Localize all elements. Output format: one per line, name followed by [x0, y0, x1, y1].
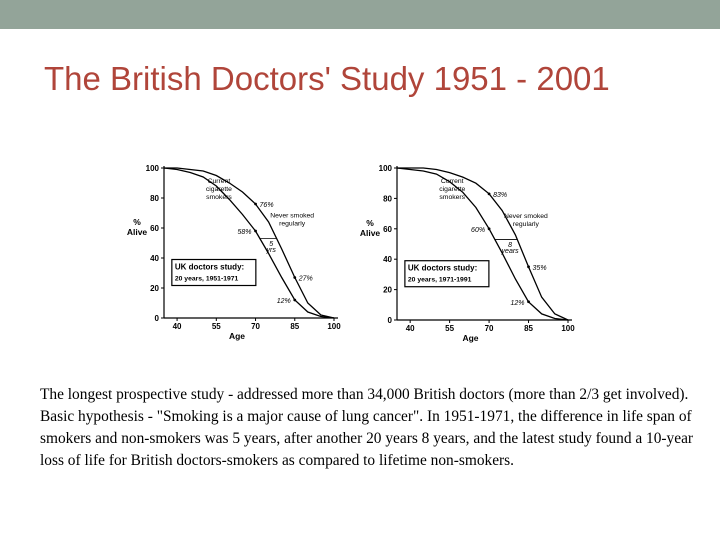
top-accent-bar — [0, 0, 720, 29]
x-tick-label: 85 — [524, 324, 533, 333]
x-axis-label: Age — [228, 331, 246, 341]
smokers-series-label: smokers — [439, 194, 466, 202]
gap-annotation: yrs — [266, 247, 276, 254]
survival-charts-figure — [127, 150, 582, 350]
x-tick-label: 40 — [405, 324, 415, 333]
smokers-series-label: smokers — [206, 194, 232, 201]
x-tick-label: 70 — [251, 322, 260, 331]
annotation-point — [527, 265, 530, 268]
y-axis-label: Alive — [127, 227, 148, 237]
y-axis-label: % — [366, 217, 374, 228]
annotation-point — [293, 299, 296, 302]
y-tick-label: 80 — [383, 194, 392, 204]
y-tick-label: 20 — [150, 284, 159, 293]
study-title-line-1: UK doctors study: — [174, 262, 245, 272]
annotation-point — [488, 227, 491, 230]
study-title-line-2: 20 years, 1971-1991 — [407, 276, 472, 284]
percent-annotation: 12% — [276, 298, 291, 305]
body-paragraph: The longest prospective study - addressed more than 34,000 British doctors (more than 2/3 get involved). Basic hypothesis - "Smoking is a major cause of lung cancer". In 1951-1971, the difference in life span of smokers and non-smokers was 5 years, after another 20 years 8 years, and the latest study found a 10-year loss of life for British doctors-smokers as compared to lifetime non-smokers. — [40, 386, 694, 469]
percent-annotation: 76% — [259, 202, 274, 209]
smokers-series-label: cigarette — [205, 186, 232, 193]
annotation-point — [293, 276, 296, 279]
y-tick-label: 60 — [383, 224, 392, 234]
y-axis-label: % — [133, 217, 141, 227]
annotation-point — [527, 300, 530, 303]
annotation-point — [254, 203, 257, 206]
x-tick-label: 55 — [211, 322, 221, 331]
percent-annotation: 27% — [298, 275, 313, 283]
y-tick-label: 100 — [378, 164, 392, 173]
x-axis-label: Age — [462, 333, 479, 343]
y-tick-label: 100 — [145, 164, 159, 173]
annotation-point — [254, 230, 257, 233]
percent-annotation: 35% — [532, 264, 547, 272]
x-tick-label: 85 — [290, 322, 300, 331]
x-tick-label: 55 — [445, 324, 455, 333]
x-tick-label: 40 — [172, 322, 182, 331]
slide-title: The British Doctors' Study 1951 - 2001 — [44, 60, 610, 97]
y-tick-label: 0 — [387, 316, 392, 325]
study-title-line-1: UK doctors study: — [407, 263, 478, 273]
y-tick-label: 60 — [150, 224, 159, 233]
gap-annotation: years — [501, 248, 519, 256]
x-tick-label: 70 — [484, 324, 494, 333]
never-smoked-series-label: regularly — [512, 221, 539, 229]
never-smoked-series-label: regularly — [279, 220, 306, 228]
percent-annotation: 83% — [493, 191, 508, 199]
study-title-line-2: 20 years, 1951-1971 — [174, 275, 239, 283]
percent-annotation: 58% — [237, 229, 252, 236]
y-tick-label: 80 — [150, 194, 159, 203]
never-smoked-series-label: Never smoked — [270, 212, 315, 220]
y-tick-label: 0 — [154, 314, 159, 323]
y-tick-label: 40 — [150, 254, 159, 263]
x-tick-label: 100 — [327, 322, 341, 331]
y-tick-label: 40 — [383, 255, 392, 265]
percent-annotation: 60% — [471, 226, 486, 234]
smokers-series-label: Current — [207, 178, 231, 185]
smokers-series-label: Current — [440, 178, 464, 186]
never-smoked-series-label: Never smoked — [503, 213, 548, 221]
percent-annotation: 12% — [510, 299, 525, 307]
gap-annotation: 5 — [269, 241, 274, 248]
smokers-series-label: cigarette — [439, 186, 466, 194]
gap-annotation: 8 — [508, 242, 513, 249]
y-axis-label: Alive — [359, 227, 381, 238]
x-tick-label: 100 — [561, 324, 575, 333]
y-tick-label: 20 — [383, 285, 392, 295]
annotation-point — [488, 192, 491, 195]
